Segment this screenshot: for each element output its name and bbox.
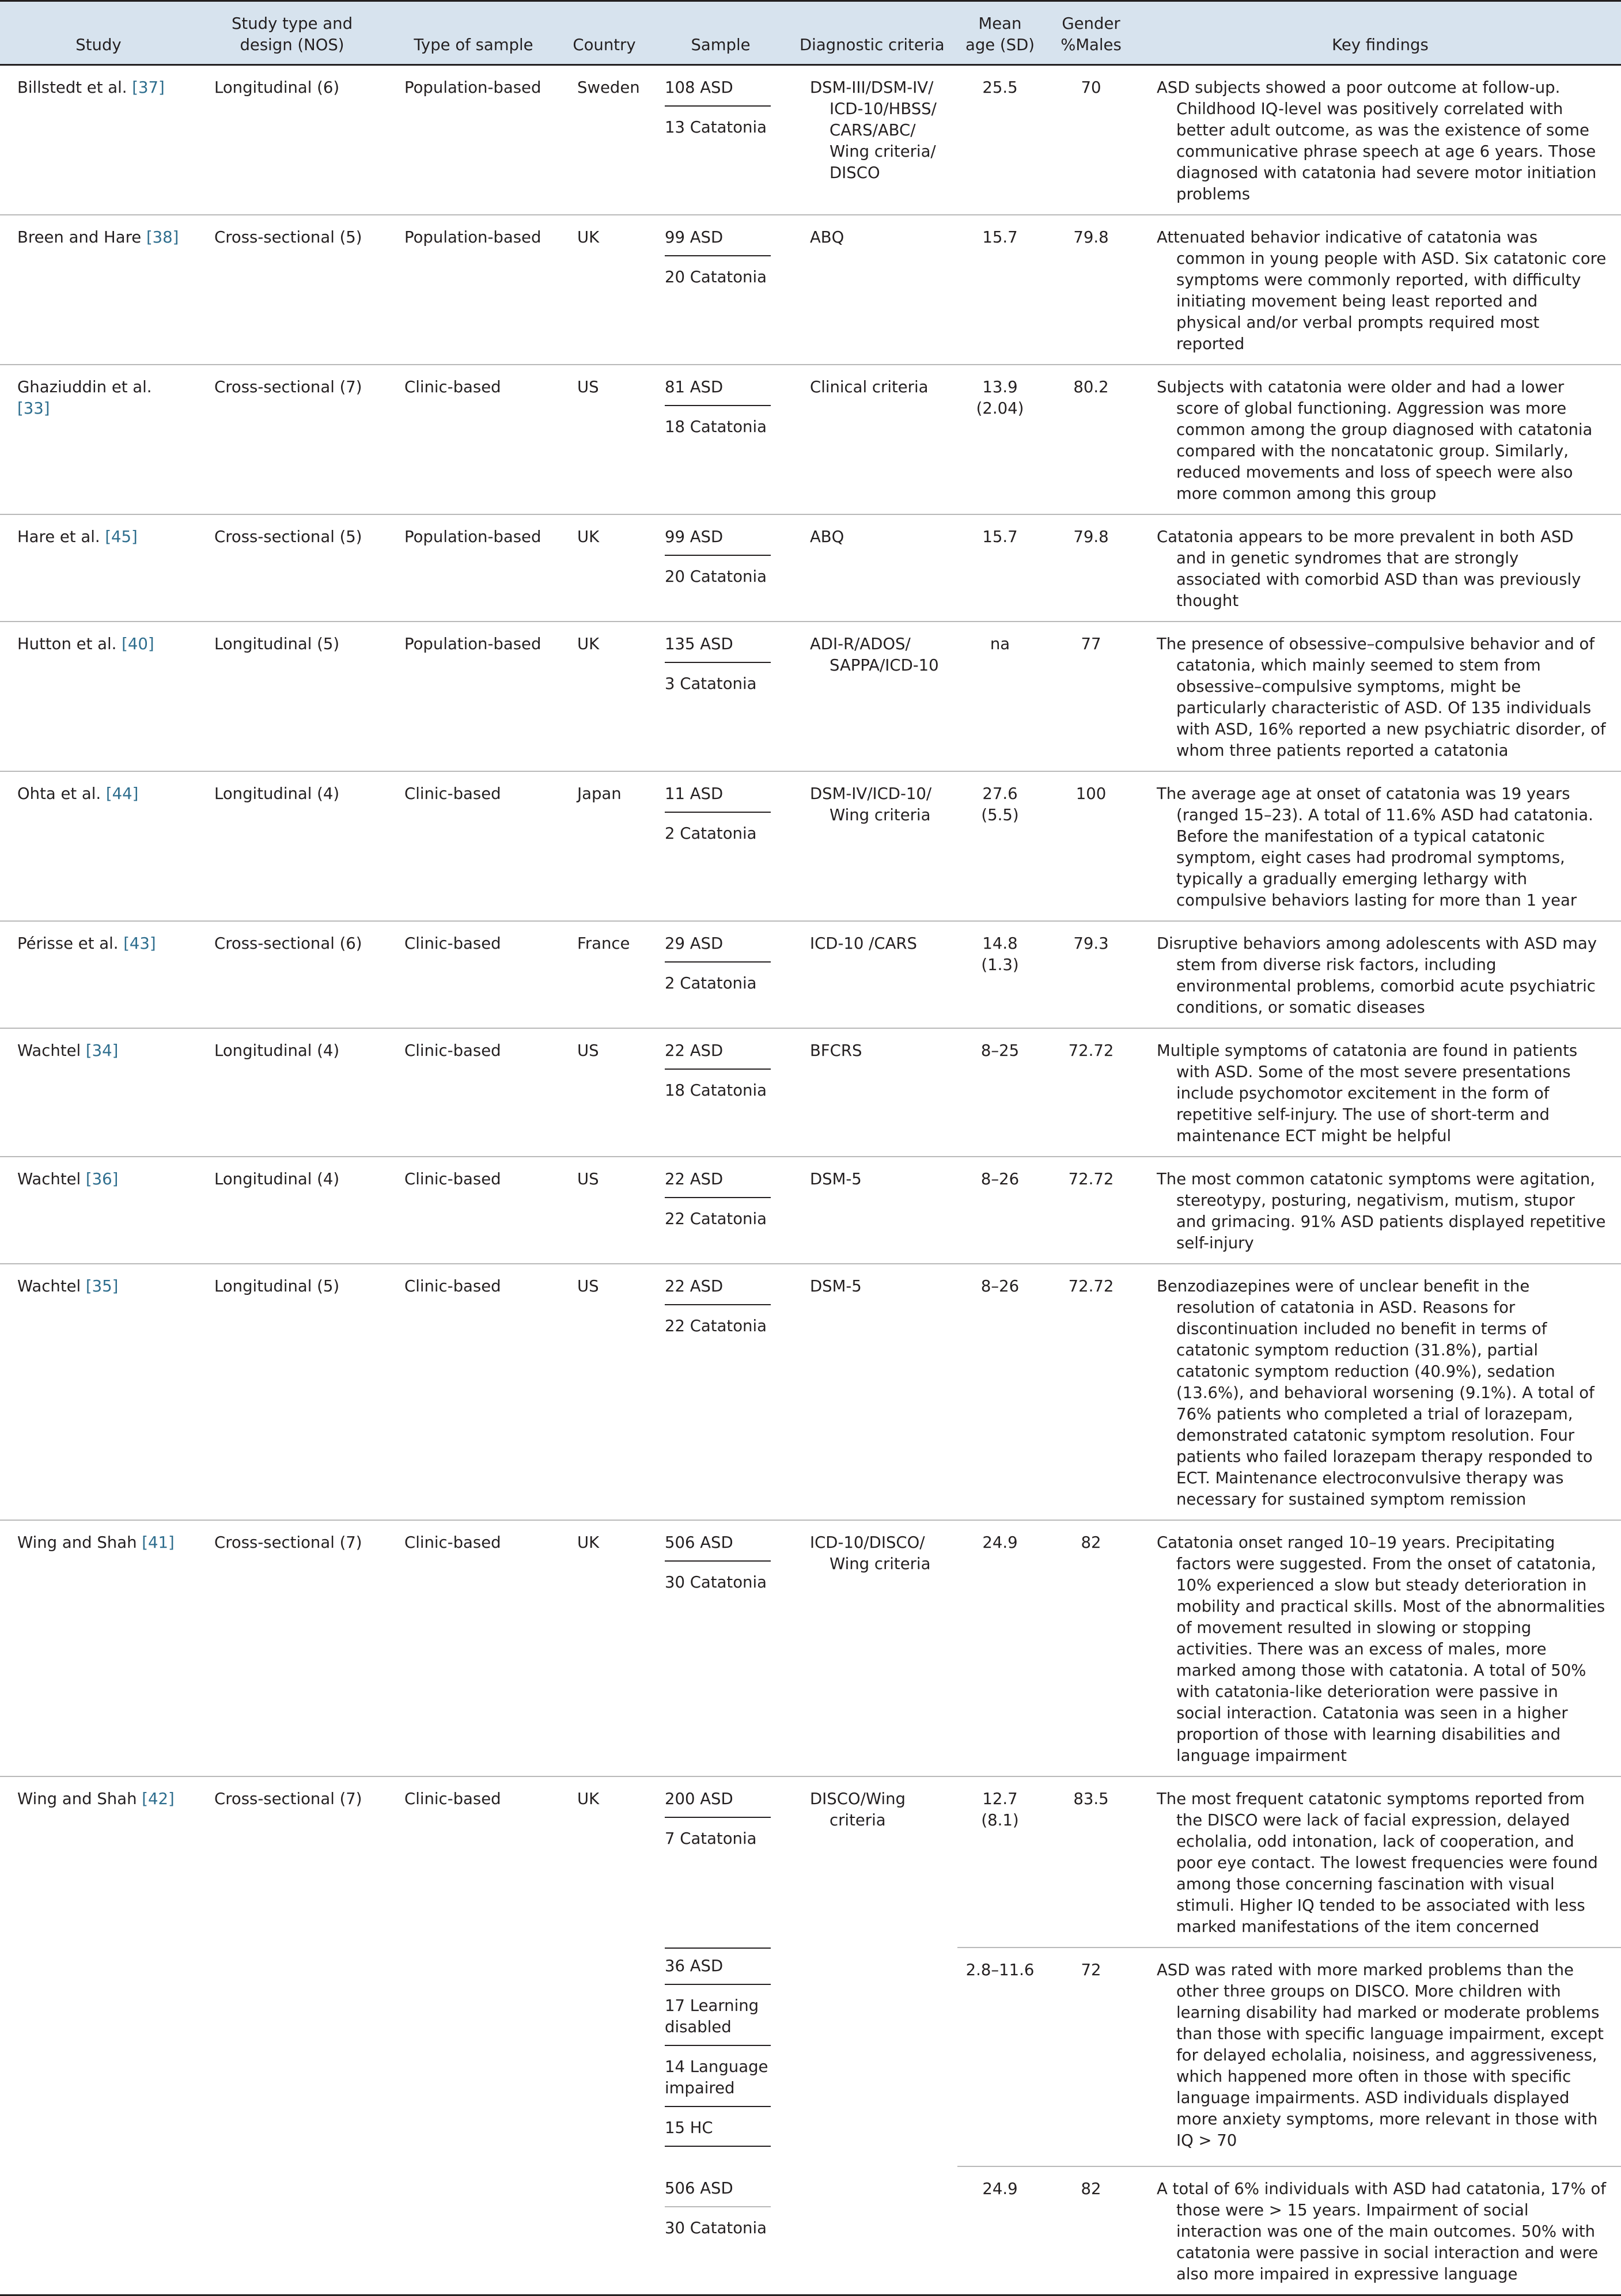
age-cell-text: 8–26: [980, 1170, 1020, 1188]
study-cell: [0, 1520, 197, 1776]
table-body: [0, 65, 1621, 2295]
findings-cell: [1139, 215, 1621, 365]
sample-value: 108 ASD: [665, 77, 771, 107]
sample-value: 2 Catatonia: [665, 974, 757, 992]
age-cell: [957, 1520, 1043, 1776]
country-cell-text: UK: [577, 228, 600, 247]
sample-type-cell-text: Population-based: [404, 528, 541, 546]
design-cell-text: Cross-sectional (5): [214, 528, 362, 546]
study-name: Wing and Shah: [17, 1533, 142, 1552]
criteria-cell: [793, 1264, 957, 1520]
findings-cell: [1139, 365, 1621, 514]
gender-cell: [1043, 514, 1139, 622]
criteria-cell-text: ICD-10 /CARS: [810, 934, 917, 953]
country-cell: [560, 514, 649, 622]
gender-cell-text: 82: [1081, 1533, 1101, 1552]
country-cell-text: Japan: [577, 785, 622, 803]
sample-value: 11 ASD: [665, 783, 771, 813]
study-name: Wachtel: [17, 1170, 86, 1188]
design-cell-text: Longitudinal (6): [214, 78, 340, 97]
findings-cell-text: Subjects with catatonia were older and had a lower score of global functioning. Aggression was more common among the group diagnosed with catatonia compared with the noncatatonic group. Similarly, reduced movements and loss of speech were also more common among this group: [1157, 378, 1593, 503]
reference-link[interactable]: [34]: [85, 1041, 119, 1060]
sample-value: 81 ASD: [665, 377, 771, 406]
sample-type-cell-text: Population-based: [404, 228, 541, 247]
age-cell-text: 8–26: [980, 1277, 1020, 1295]
criteria-cell-text: ABQ: [810, 228, 844, 247]
sample-value: 22 Catatonia: [665, 1210, 767, 1228]
design-cell-text: Longitudinal (4): [214, 1041, 340, 1060]
header-findings: Key findings: [1139, 1, 1621, 65]
country-cell-text: France: [577, 934, 630, 953]
age-cell: [957, 1157, 1043, 1264]
divider: [665, 1948, 771, 1949]
design-cell: [197, 215, 387, 365]
country-cell-text: US: [577, 378, 599, 396]
sample-value: 99 ASD: [665, 227, 771, 256]
design-cell: [197, 1157, 387, 1264]
header-gender: Gender %Males: [1043, 1, 1139, 65]
criteria-cell: [793, 514, 957, 622]
sample-value: 30 Catatonia: [665, 1573, 767, 1592]
gender-cell: [1043, 2166, 1139, 2295]
gender-cell-text: 79.8: [1073, 228, 1109, 247]
sample-type-cell-text: Clinic-based: [404, 378, 501, 396]
age-cell-text: 24.9: [982, 1533, 1018, 1552]
gender-cell-text: 79.8: [1073, 528, 1109, 546]
design-cell: [197, 514, 387, 622]
criteria-cell-text: ADI-R/ADOS/ SAPPA/ICD-10: [810, 635, 939, 675]
design-cell-text: Longitudinal (4): [214, 785, 340, 803]
country-cell: [560, 1776, 649, 2295]
findings-cell: [1139, 921, 1621, 1028]
criteria-cell-text: DSM-III/DSM-IV/ ICD-10/HBSS/ CARS/ABC/ Wing criteria/ DISCO: [810, 78, 937, 182]
sample-cell: [649, 1520, 793, 1776]
age-cell: [957, 215, 1043, 365]
age-cell: [957, 1264, 1043, 1520]
table-row: [0, 365, 1621, 514]
table-row: [0, 622, 1621, 771]
design-cell: [197, 622, 387, 771]
gender-cell-text: 80.2: [1073, 378, 1109, 396]
sample-type-cell-text: Clinic-based: [404, 1041, 501, 1060]
sample-value: 200 ASD: [665, 1789, 771, 1818]
sample-type-cell: [387, 1776, 560, 2295]
age-cell-text: 15.7: [982, 228, 1018, 247]
sample-value: 18 Catatonia: [665, 418, 767, 436]
sample-type-cell: [387, 65, 560, 215]
sample-value: 22 ASD: [665, 1169, 771, 1198]
gender-cell-text: 83.5: [1073, 1790, 1109, 1808]
findings-cell-text: Disruptive behaviors among adolescents with ASD may stem from diverse risk factors, including environmental problems, comorbid acute psychiatric conditions, or somatic diseases: [1157, 934, 1597, 1017]
sample-value: 29 ASD: [665, 933, 771, 963]
country-cell: [560, 365, 649, 514]
criteria-cell: [793, 1520, 957, 1776]
country-cell: [560, 771, 649, 921]
sample-value: 7 Catatonia: [665, 1829, 757, 1848]
reference-link[interactable]: [43]: [123, 934, 156, 953]
criteria-cell-text: DSM-5: [810, 1277, 862, 1295]
table-row: [0, 65, 1621, 215]
gender-cell-text: 100: [1075, 785, 1107, 803]
findings-cell: [1139, 1776, 1621, 1948]
gender-cell: [1043, 1520, 1139, 1776]
study-name: Ghaziuddin et al.: [17, 378, 152, 396]
study-name: Périsse et al.: [17, 934, 124, 953]
findings-cell-text: A total of 6% individuals with ASD had catatonia, 17% of those were > 15 years. Impairment of social interaction was one of the main outcomes. 50% with catatonia were passive in social interaction and were also more impaired in expressive language: [1157, 2180, 1607, 2283]
findings-cell-text: ASD subjects showed a poor outcome at follow-up. Childhood IQ-level was positively correlated with better adult outcome, as was the existence of some communicative phrase speech at age 6 years. Those diagnosed with catatonia had severe motor initiation problems: [1157, 78, 1597, 203]
findings-cell-text: Catatonia appears to be more prevalent in both ASD and in genetic syndromes that are strongly associated with comorbid ASD than was previously thought: [1157, 528, 1581, 610]
reference-link[interactable]: [40]: [122, 635, 154, 653]
gender-cell: [1043, 921, 1139, 1028]
age-cell-text: 15.7: [982, 528, 1018, 546]
findings-cell-text: Benzodiazepines were of unclear benefit in the resolution of catatonia in ASD. Reasons for discontinuation included no benefit in terms of catatonic symptom reduction (31.8%), partial catatonic symptom reduction (40.9%), sedation (13.6%), and behavioral worsening (9.1%). A total of 76% patients who completed a trial of lorazepam, demonstrated catatonic symptom resolution. Four patients who failed lorazepam therapy responded to ECT. Maintenance electroconvulsive therapy was necessary for sustained symptom remission: [1157, 1277, 1595, 1509]
country-cell: [560, 1520, 649, 1776]
sample-value: 20 Catatonia: [665, 567, 767, 586]
gender-cell-text: 77: [1081, 635, 1101, 653]
sample-value: 18 Catatonia: [665, 1081, 767, 1100]
age-cell-text: 12.7 (8.1): [981, 1790, 1019, 1829]
country-cell: [560, 65, 649, 215]
table-row: [0, 215, 1621, 365]
table-header: [0, 1, 1621, 65]
criteria-cell: [793, 1157, 957, 1264]
sample-type-cell: [387, 514, 560, 622]
study-name: Wachtel: [17, 1041, 86, 1060]
sample-type-cell-text: Population-based: [404, 78, 541, 97]
findings-cell-text: Attenuated behavior indicative of catatonia was common in young people with ASD. Six catatonic core symptoms were commonly reported, with difficulty initiating movement being least reported and physical and/or verbal prompts required most reported: [1157, 228, 1607, 353]
sample-value: 30 Catatonia: [665, 2219, 767, 2237]
design-cell-text: Cross-sectional (7): [214, 378, 362, 396]
reference-link[interactable]: [35]: [85, 1277, 119, 1295]
sample-value: 17 Learning disabled: [665, 1995, 771, 2046]
country-cell: [560, 1028, 649, 1157]
criteria-cell: [793, 1776, 957, 2295]
design-cell-text: Longitudinal (4): [214, 1170, 340, 1188]
sample-cell: [649, 1264, 793, 1520]
sample-value: 22 ASD: [665, 1276, 771, 1305]
table-row: [0, 1520, 1621, 1776]
criteria-cell: [793, 1028, 957, 1157]
findings-cell-text: The average age at onset of catatonia was 19 years (ranged 15–23). A total of 11.6% ASD had catatonia. Before the manifestation of a typical catatonic symptom, eight cases had prodromal symptoms, typically a gradually emerging lethargy with compulsive behaviors lasting for more than 1 year: [1157, 785, 1593, 910]
sample-cell: [649, 771, 793, 921]
country-cell-text: UK: [577, 1790, 600, 1808]
sample-type-cell: [387, 1028, 560, 1157]
study-name: Wachtel: [17, 1277, 86, 1295]
design-cell-text: Cross-sectional (7): [214, 1790, 362, 1808]
sample-value: 506 ASD: [665, 2178, 771, 2207]
findings-cell: [1139, 1028, 1621, 1157]
study-cell: [0, 1264, 197, 1520]
findings-cell-text: The presence of obsessive–compulsive behavior and of catatonia, which mainly seemed to stem from obsessive–compulsive symptoms, might be particularly characteristic of ASD. Of 135 individuals with ASD, 16% reported a new psychiatric disorder, of whom three patients reported a catatonia: [1157, 635, 1606, 760]
sample-value: 2 Catatonia: [665, 824, 757, 843]
findings-cell-text: Multiple symptoms of catatonia are found in patients with ASD. Some of the most severe presentations include psychomotor excitement in the form of repetitive self-injury. The use of short-term and maintenance ECT might be helpful: [1157, 1041, 1578, 1145]
study-cell: [0, 921, 197, 1028]
header-sample: Sample: [649, 1, 793, 65]
sample-cell: [649, 1157, 793, 1264]
criteria-cell: [793, 622, 957, 771]
country-cell-text: UK: [577, 635, 600, 653]
sample-type-cell: [387, 365, 560, 514]
age-cell-text: 27.6 (5.5): [981, 785, 1019, 824]
reference-link[interactable]: [38]: [146, 228, 179, 247]
design-cell-text: Cross-sectional (7): [214, 1533, 362, 1552]
age-cell-text: na: [990, 635, 1010, 653]
age-cell: [957, 365, 1043, 514]
study-cell: [0, 622, 197, 771]
study-cell: [0, 1157, 197, 1264]
sample-cell: [649, 1948, 793, 2166]
country-cell: [560, 215, 649, 365]
table-row: [0, 1776, 1621, 1948]
study-cell: [0, 215, 197, 365]
country-cell: [560, 1157, 649, 1264]
criteria-cell: [793, 215, 957, 365]
findings-cell-text: Catatonia onset ranged 10–19 years. Precipitating factors were suggested. From the onset of catatonia, 10% experienced a slow but steady deterioration in mobility and practical skills. Most of the abnormalities of movement resulted in slowing or stopping activities. There was an excess of males, more marked among those with catatonia. A total of 50% with catatonia-like deterioration were passive in social interaction. Catatonia was seen in a higher proportion of those with learning disabilities and language impairment: [1157, 1533, 1605, 1765]
age-cell-text: 25.5: [982, 78, 1018, 97]
age-cell-text: 24.9: [982, 2180, 1018, 2198]
age-cell: [957, 771, 1043, 921]
table-row: [0, 514, 1621, 622]
criteria-cell-text: BFCRS: [810, 1041, 862, 1060]
criteria-cell-text: ABQ: [810, 528, 844, 546]
age-cell: [957, 921, 1043, 1028]
sample-cell: [649, 215, 793, 365]
table-row: [0, 1157, 1621, 1264]
age-cell: [957, 1776, 1043, 1948]
design-cell-text: Cross-sectional (6): [214, 934, 362, 953]
sample-cell: [649, 1028, 793, 1157]
findings-cell: [1139, 1948, 1621, 2166]
sample-value: 135 ASD: [665, 634, 771, 663]
sample-type-cell: [387, 921, 560, 1028]
design-cell: [197, 921, 387, 1028]
country-cell-text: UK: [577, 1533, 600, 1552]
gender-cell-text: 70: [1081, 78, 1101, 97]
criteria-cell-text: Clinical criteria: [810, 378, 929, 396]
gender-cell: [1043, 65, 1139, 215]
age-cell: [957, 2166, 1043, 2295]
sample-type-cell-text: Clinic-based: [404, 785, 501, 803]
age-cell: [957, 1028, 1043, 1157]
country-cell-text: US: [577, 1041, 599, 1060]
sample-value: 20 Catatonia: [665, 268, 767, 286]
study-name: Billstedt et al.: [17, 78, 132, 97]
reference-link[interactable]: [37]: [132, 78, 165, 97]
findings-cell: [1139, 771, 1621, 921]
sample-type-cell-text: Clinic-based: [404, 1170, 501, 1188]
findings-cell: [1139, 1520, 1621, 1776]
table-row: [0, 771, 1621, 921]
criteria-cell: [793, 771, 957, 921]
findings-cell: [1139, 1264, 1621, 1520]
study-name: Ohta et al.: [17, 785, 106, 803]
sample-value: 22 ASD: [665, 1040, 771, 1070]
age-cell-text: 13.9 (2.04): [976, 378, 1024, 418]
gender-cell: [1043, 1264, 1139, 1520]
study-cell: [0, 514, 197, 622]
gender-cell-text: 72.72: [1068, 1041, 1114, 1060]
sample-cell: [649, 1776, 793, 1948]
gender-cell-text: 72: [1081, 1961, 1101, 1979]
findings-cell-text: The most common catatonic symptoms were agitation, stereotypy, posturing, negativism, mutism, stupor and grimacing. 91% ASD patients displayed repetitive self-injury: [1157, 1170, 1606, 1252]
study-cell: [0, 1776, 197, 2295]
sample-cell: [649, 514, 793, 622]
sample-value: 99 ASD: [665, 526, 771, 556]
sample-value: 506 ASD: [665, 1532, 771, 1562]
gender-cell: [1043, 1776, 1139, 1948]
criteria-cell-text: DSM-5: [810, 1170, 862, 1188]
findings-cell: [1139, 622, 1621, 771]
header-age: Mean age (SD): [957, 1, 1043, 65]
reference-link[interactable]: [41]: [142, 1533, 175, 1552]
study-name: Wing and Shah: [17, 1790, 142, 1808]
study-name: Hare et al.: [17, 528, 105, 546]
findings-cell: [1139, 2166, 1621, 2295]
sample-type-cell-text: Clinic-based: [404, 1533, 501, 1552]
study-cell: [0, 65, 197, 215]
gender-cell: [1043, 771, 1139, 921]
criteria-cell: [793, 365, 957, 514]
age-cell-text: 14.8 (1.3): [981, 934, 1019, 974]
study-name: Breen and Hare: [17, 228, 146, 247]
sample-cell: [649, 365, 793, 514]
header-country: Country: [560, 1, 649, 65]
gender-cell: [1043, 365, 1139, 514]
design-cell: [197, 771, 387, 921]
gender-cell: [1043, 215, 1139, 365]
design-cell: [197, 1264, 387, 1520]
sample-type-cell: [387, 215, 560, 365]
design-cell: [197, 1776, 387, 2295]
country-cell: [560, 1264, 649, 1520]
reference-link[interactable]: [44]: [105, 785, 139, 803]
reference-link[interactable]: [42]: [142, 1790, 175, 1808]
sample-value: 14 Language impaired: [665, 2056, 771, 2107]
study-cell: [0, 771, 197, 921]
sample-cell: [649, 622, 793, 771]
criteria-cell-text: DSM-IV/ICD-10/ Wing criteria: [810, 785, 932, 824]
gender-cell: [1043, 1028, 1139, 1157]
gender-cell: [1043, 1157, 1139, 1264]
sample-cell: [649, 65, 793, 215]
sample-type-cell: [387, 771, 560, 921]
criteria-cell: [793, 921, 957, 1028]
sample-value: 22 Catatonia: [665, 1317, 767, 1335]
country-cell-text: US: [577, 1277, 599, 1295]
age-cell: [957, 65, 1043, 215]
design-cell: [197, 365, 387, 514]
country-cell: [560, 622, 649, 771]
age-cell: [957, 1948, 1043, 2166]
sample-type-cell: [387, 1264, 560, 1520]
gender-cell-text: 82: [1081, 2180, 1101, 2198]
gender-cell: [1043, 1948, 1139, 2166]
sample-value: 13 Catatonia: [665, 118, 767, 137]
sample-type-cell: [387, 1157, 560, 1264]
criteria-cell: [793, 65, 957, 215]
gender-cell-text: 72.72: [1068, 1277, 1114, 1295]
sample-type-cell-text: Clinic-based: [404, 934, 501, 953]
gender-cell-text: 72.72: [1068, 1170, 1114, 1188]
table-row: [0, 921, 1621, 1028]
design-cell-text: Longitudinal (5): [214, 635, 340, 653]
design-cell-text: Longitudinal (5): [214, 1277, 340, 1295]
sample-value: 15 HC: [665, 2117, 771, 2147]
sample-type-cell: [387, 1520, 560, 1776]
study-name: Hutton et al.: [17, 635, 122, 653]
table-row: [0, 1264, 1621, 1520]
sample-value: 36 ASD: [665, 1956, 771, 1985]
design-cell: [197, 1028, 387, 1157]
findings-cell-text: The most frequent catatonic symptoms reported from the DISCO were lack of facial expression, delayed echolalia, odd intonation, lack of cooperation, and poor eye contact. The lowest frequencies were found among those concerning fascination with visual stimuli. Higher IQ tended to be associated with less marked manifestations of the item concerned: [1157, 1790, 1598, 1936]
age-cell: [957, 622, 1043, 771]
age-cell: [957, 514, 1043, 622]
design-cell-text: Cross-sectional (5): [214, 228, 362, 247]
reference-link[interactable]: [36]: [85, 1170, 119, 1188]
country-cell-text: US: [577, 1170, 599, 1188]
sample-cell: [649, 921, 793, 1028]
age-cell-text: 2.8–11.6: [965, 1961, 1035, 1979]
reference-link[interactable]: [45]: [105, 528, 138, 546]
table-row: [0, 1028, 1621, 1157]
findings-cell-text: ASD was rated with more marked problems than the other three groups on DISCO. More children with learning disability had marked or moderate problems than those with specific language impairment, except for delayed echolalia, noisiness, and aggressiveness, which happened more often in those with specific language impairments. ASD individuals displayed more anxiety symptoms, more relevant in those with IQ > 70: [1157, 1961, 1604, 2150]
findings-cell: [1139, 1157, 1621, 1264]
sample-type-cell-text: Population-based: [404, 635, 541, 653]
study-cell: [0, 1028, 197, 1157]
reference-link[interactable]: [33]: [17, 399, 50, 418]
header-study: Study: [0, 1, 197, 65]
criteria-cell-text: ICD-10/DISCO/ Wing criteria: [810, 1533, 931, 1573]
gender-cell-text: 79.3: [1073, 934, 1109, 953]
design-cell: [197, 65, 387, 215]
country-cell: [560, 921, 649, 1028]
country-cell-text: UK: [577, 528, 600, 546]
sample-type-cell-text: Clinic-based: [404, 1277, 501, 1295]
criteria-cell-text: DISCO/Wing criteria: [810, 1790, 906, 1829]
header-criteria: Diagnostic criteria: [793, 1, 957, 65]
findings-cell: [1139, 514, 1621, 622]
header-sample-type: Type of sample: [387, 1, 560, 65]
age-cell-text: 8–25: [980, 1041, 1020, 1060]
findings-cell: [1139, 65, 1621, 215]
design-cell: [197, 1520, 387, 1776]
header-design: Study type and design (NOS): [197, 1, 387, 65]
sample-type-cell: [387, 622, 560, 771]
country-cell-text: Sweden: [577, 78, 640, 97]
sample-cell: [649, 2166, 793, 2295]
sample-value: 3 Catatonia: [665, 675, 757, 693]
gender-cell: [1043, 622, 1139, 771]
sample-type-cell-text: Clinic-based: [404, 1790, 501, 1808]
study-cell: [0, 365, 197, 514]
